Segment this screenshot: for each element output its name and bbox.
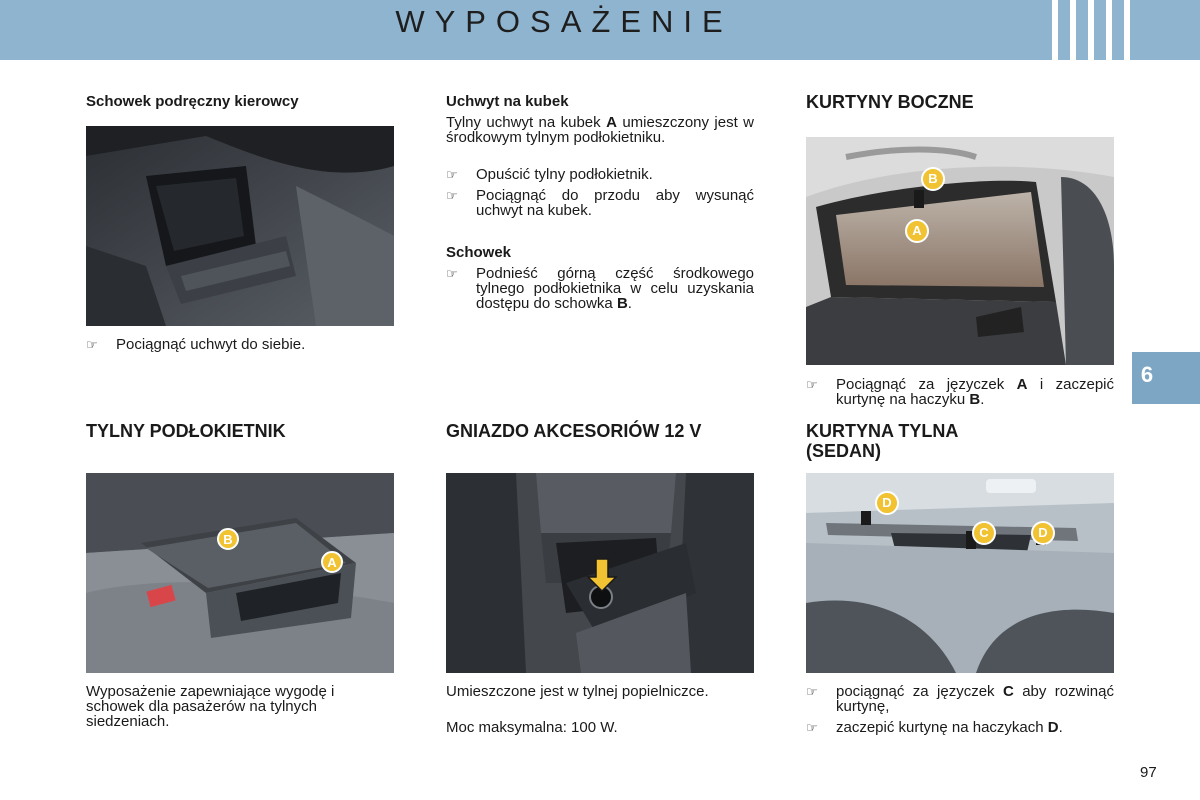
text: Tylny uchwyt na kubek <box>446 114 607 131</box>
bullet-text: Opuścić tylny podłokietnik. <box>476 166 653 183</box>
cup-holder-bullet-1 <box>446 167 754 182</box>
text: zaczepić kurtynę na haczykach <box>836 719 1048 736</box>
rear-curtain-title <box>806 421 958 461</box>
rear-armrest-photo <box>86 473 394 673</box>
side-label-a: A <box>905 219 929 243</box>
page-number: 97 <box>1140 764 1157 781</box>
header-stripe <box>1070 0 1076 60</box>
cup-holder-bullet-2 <box>446 188 754 218</box>
pointing-hand-icon: ☞ <box>446 188 458 203</box>
socket-title: GNIAZDO AKCESORIÓW 12 V <box>446 421 702 441</box>
label-c: C <box>1002 683 1014 700</box>
socket-photo <box>446 473 754 673</box>
chapter-tab <box>1132 352 1200 404</box>
pointing-hand-icon: ☞ <box>806 720 818 735</box>
pointing-hand-icon: ☞ <box>806 377 818 392</box>
rear-curtain-photo <box>806 473 1114 673</box>
side-curtains-title: KURTYNY BOCZNE <box>806 92 974 112</box>
armrest-label-a: A <box>321 551 343 573</box>
header-stripe <box>1088 0 1094 60</box>
label-a: A <box>606 114 617 131</box>
page-title: WYPOSAŻENIE <box>395 4 733 39</box>
cup-holder-intro <box>446 115 754 145</box>
text: umieszczony jest w środkowym tylnym podłokietniku. <box>446 114 755 146</box>
rear-curtain-title-line-2: (SEDAN) <box>806 441 881 461</box>
rear-label-c: C <box>972 521 996 545</box>
armrest-label-b: B <box>217 528 239 550</box>
armrest-caption: Wyposażenie zapewniające wygodę i schowek dla pasażerów na tylnych siedzeniach. <box>86 683 335 730</box>
bullet-text: Pociągnąć do przodu aby wysunąć uchwyt na kubek. <box>476 187 754 219</box>
pointing-hand-icon: ☞ <box>86 337 98 352</box>
header-stripe <box>1124 0 1130 60</box>
header-stripe <box>1052 0 1058 60</box>
text: aby rozwinąć kurtynę, <box>836 683 1114 715</box>
text: . <box>1058 719 1063 736</box>
label-d: D <box>1047 719 1059 736</box>
header-band <box>0 0 1200 60</box>
label-b: B <box>616 295 628 312</box>
socket-text-1: Umieszczone jest w tylnej popielniczce. <box>446 683 709 700</box>
text: . <box>980 391 985 408</box>
rear-curtain-bullet-2 <box>806 720 1114 735</box>
text: Podnieść górną część środkowego tylnego podłokietnika w celu uzyskania dostępu do schowka <box>476 265 754 312</box>
rear-curtain-title-line-1: KURTYNA TYLNA <box>806 421 959 441</box>
storage-title: Schowek <box>446 244 512 261</box>
side-curtain-bullet <box>806 377 1114 407</box>
rear-label-d-right: D <box>1031 521 1055 545</box>
cup-holder-title: Uchwyt na kubek <box>446 93 569 110</box>
side-label-b: B <box>921 167 945 191</box>
pointing-hand-icon: ☞ <box>446 167 458 182</box>
driver-storage-title: Schowek podręczny kierowcy <box>86 93 299 110</box>
bullet-text: Pociągnąć uchwyt do siebie. <box>116 336 306 353</box>
rear-curtain-bullet-1 <box>806 684 1114 714</box>
storage-bullet <box>446 266 754 311</box>
rear-label-d-left: D <box>875 491 899 515</box>
text: . <box>627 295 632 312</box>
rear-armrest-title: TYLNY PODŁOKIETNIK <box>86 421 286 441</box>
label-b: B <box>969 391 981 408</box>
label-a: A <box>1016 376 1028 393</box>
socket-text-2: Moc maksymalna: 100 W. <box>446 719 618 736</box>
text: pociągnąć za języczek <box>836 683 1003 700</box>
driver-storage-bullet <box>86 337 394 352</box>
text: i zaczepić kurtynę na haczyku <box>836 376 1114 408</box>
side-curtain-photo <box>806 137 1114 365</box>
text: Pociągnąć za języczek <box>836 376 1017 393</box>
pointing-hand-icon: ☞ <box>806 684 818 699</box>
chapter-number: 6 <box>1140 362 1154 387</box>
pointing-hand-icon: ☞ <box>446 266 458 281</box>
driver-storage-photo <box>86 126 394 326</box>
header-stripe <box>1106 0 1112 60</box>
